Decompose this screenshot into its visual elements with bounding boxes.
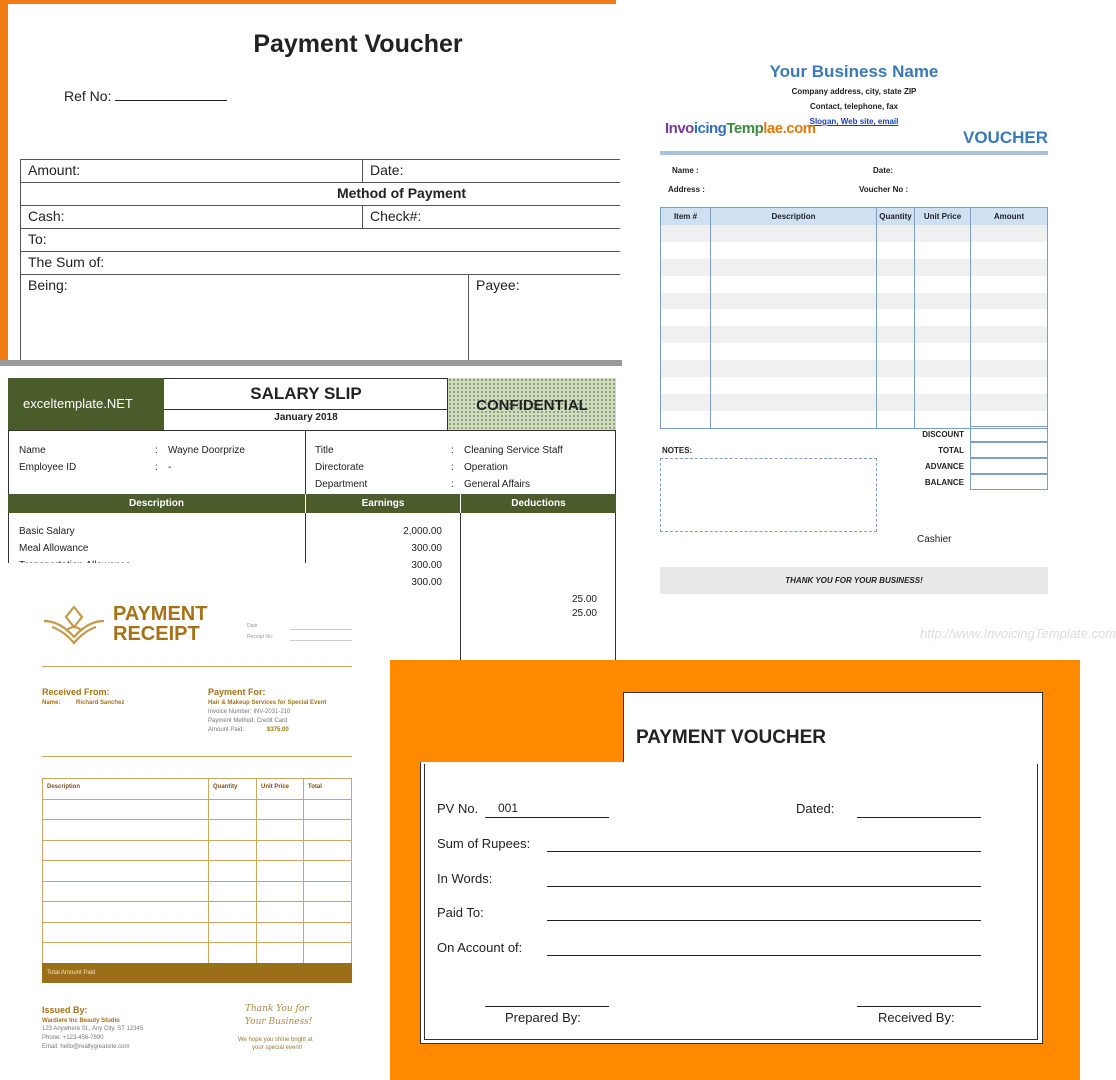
date-label: Date: <box>873 166 894 175</box>
grid-cell[interactable] <box>915 377 971 394</box>
grid-cell[interactable] <box>661 276 711 293</box>
signature-text: Thank You for Your Business! <box>245 1004 313 1027</box>
slip-title: SALARY SLIP <box>164 378 448 410</box>
received-from-label: Received From: <box>42 687 110 697</box>
receipt-title-line1: PAYMENT <box>113 603 208 625</box>
advance-box[interactable] <box>970 458 1048 474</box>
pv-no-label: PV No. <box>437 801 479 816</box>
payment-for-label: Payment For: <box>208 687 266 697</box>
customer-name-value: Richard Sanchez <box>76 700 125 706</box>
issued-by-label: Issued By: <box>42 1005 88 1015</box>
grid-row[interactable] <box>661 293 1047 310</box>
col-total: Total <box>308 784 322 790</box>
item-cell[interactable] <box>304 923 351 943</box>
grid-cell[interactable] <box>915 360 971 377</box>
amount-paid-value: $375.00 <box>267 727 289 733</box>
item-cell[interactable] <box>43 902 209 922</box>
payment-method: Payment Method: Credit Card <box>208 718 288 724</box>
item-cell[interactable] <box>304 902 351 922</box>
item-cell[interactable] <box>257 861 304 881</box>
receipt-title <box>113 604 207 644</box>
grid-cell[interactable] <box>971 259 1047 276</box>
earn-divider <box>460 513 461 684</box>
grid-cell[interactable] <box>661 411 711 428</box>
payment-voucher-rupees <box>390 660 1080 1080</box>
receipt-items-table <box>42 778 352 965</box>
prepared-by-line[interactable] <box>485 1006 609 1007</box>
items-body <box>43 800 351 964</box>
item-row[interactable] <box>43 902 351 923</box>
notes-label: NOTES: <box>662 446 693 455</box>
ref-no-label: Ref No: <box>64 88 112 104</box>
deduction-2: 25.00 <box>571 608 597 619</box>
grid-cell[interactable] <box>915 242 971 259</box>
item-cell[interactable] <box>257 882 304 902</box>
employee-id-value: - <box>168 462 172 473</box>
ref-no-field <box>64 88 227 104</box>
slogan-link[interactable]: Slogan, Web site, email <box>809 117 899 126</box>
name-colon: : <box>155 445 158 456</box>
grid-cell[interactable] <box>971 242 1047 259</box>
pv-no-line <box>485 817 609 818</box>
to-cell[interactable]: To: <box>21 229 640 252</box>
directorate-value: Operation <box>464 462 508 473</box>
grid-row[interactable] <box>661 394 1047 411</box>
date-line[interactable] <box>290 629 352 630</box>
grid-row[interactable] <box>661 276 1047 293</box>
discount-label: DISCOUNT <box>922 430 964 439</box>
col-unit-price: Unit Price <box>915 208 971 225</box>
grid-cell[interactable] <box>711 242 877 259</box>
department-colon: : <box>451 479 454 490</box>
grid-cell[interactable] <box>971 343 1047 360</box>
name-value: Wayne Doorprize <box>168 445 245 456</box>
grid-cell[interactable] <box>661 394 711 411</box>
name-label: Name : <box>672 166 699 175</box>
invoice-number: Invoice Number: INV-2031-210 <box>208 709 291 715</box>
item-cell[interactable] <box>257 820 304 840</box>
in-words-line[interactable] <box>547 886 981 887</box>
earning-meal-allowance: 300.00 <box>411 543 442 554</box>
grid-cell[interactable] <box>877 360 915 377</box>
rule-top <box>42 666 352 667</box>
service-description: Hair & Makeup Services for Special Event <box>208 700 327 706</box>
voucher-no-label: Voucher No : <box>859 185 909 194</box>
grid-cell[interactable] <box>877 377 915 394</box>
item-row[interactable] <box>43 800 351 821</box>
grid-body <box>661 225 1047 428</box>
item-cell[interactable] <box>209 820 257 840</box>
grid-cell[interactable] <box>971 276 1047 293</box>
grid-cell[interactable] <box>711 377 877 394</box>
slip-month: January 2018 <box>274 412 338 423</box>
item-row[interactable] <box>43 820 351 841</box>
grid-header <box>661 208 1047 225</box>
grid-cell[interactable] <box>661 293 711 310</box>
amount-cell[interactable]: Amount: <box>21 160 363 183</box>
items-grid <box>660 207 1048 429</box>
grid-cell[interactable] <box>711 394 877 411</box>
col-unit-price: Unit Price <box>257 779 304 799</box>
item-cell[interactable] <box>257 902 304 922</box>
item-cell[interactable] <box>43 923 209 943</box>
earnings-header: Earnings <box>306 494 460 513</box>
paid-to-label: Paid To: <box>437 905 484 920</box>
dated-line[interactable] <box>857 817 981 818</box>
invoicing-logo: InvoicingTemplae.com <box>665 120 816 137</box>
grid-cell[interactable] <box>711 360 877 377</box>
item-cell[interactable] <box>209 882 257 902</box>
sum-of-rupees-label: Sum of Rupees: <box>437 836 531 851</box>
total-amount-bar: Total Amount Paid <box>42 963 352 983</box>
deduction-1: 25.00 <box>571 594 597 605</box>
department-value: General Affairs <box>464 479 530 490</box>
advance-label: ADVANCE <box>925 462 964 471</box>
being-cell[interactable]: Being: <box>21 275 469 365</box>
cash-cell[interactable]: Cash: <box>21 206 363 229</box>
col-quantity: Quantity <box>209 779 257 799</box>
item-cell[interactable] <box>209 902 257 922</box>
sum-cell[interactable]: The Sum of: <box>21 252 640 275</box>
item-cell[interactable] <box>209 841 257 861</box>
issuer-phone: Phone: +123-456-7890 <box>42 1035 104 1041</box>
grid-cell[interactable] <box>711 326 877 343</box>
earning-basic-salary: 2,000.00 <box>403 526 442 537</box>
notes-box[interactable] <box>660 458 877 532</box>
grid-cell[interactable] <box>661 242 711 259</box>
check-cell[interactable]: Check#: <box>363 206 640 229</box>
employee-id-colon: : <box>155 462 158 473</box>
item-cell[interactable] <box>257 943 304 963</box>
grid-cell[interactable] <box>877 326 915 343</box>
grid-cell[interactable] <box>971 394 1047 411</box>
grid-cell[interactable] <box>661 259 711 276</box>
grid-cell[interactable] <box>877 276 915 293</box>
grid-cell[interactable] <box>711 293 877 310</box>
grid-cell[interactable] <box>915 309 971 326</box>
directorate-colon: : <box>451 462 454 473</box>
items-header <box>43 779 351 800</box>
grid-cell[interactable] <box>877 242 915 259</box>
on-account-of-line[interactable] <box>547 955 981 956</box>
receipt-no-label: Receipt No: <box>247 634 274 640</box>
balance-box[interactable] <box>970 474 1048 490</box>
discount-box[interactable] <box>970 426 1048 442</box>
company-address: Company address, city, state ZIP <box>791 87 917 96</box>
name-label: Name <box>19 445 46 456</box>
business-name: Your Business Name <box>769 62 939 81</box>
grid-cell[interactable] <box>971 309 1047 326</box>
header-rule <box>660 151 1048 155</box>
customer-name-label: Name: <box>42 700 61 706</box>
item-row[interactable] <box>43 923 351 944</box>
header-divider <box>8 430 616 431</box>
earning-transport-allowance: 300.00 <box>411 560 442 571</box>
amount-paid-label: Amount Paid: <box>208 727 245 733</box>
issuer-address: 123 Anywhere St., Any City, ST 12345 <box>42 1026 144 1032</box>
address-label: Address : <box>668 185 705 194</box>
grid-cell[interactable] <box>915 343 971 360</box>
item-cell[interactable] <box>257 800 304 820</box>
item-cell[interactable] <box>43 861 209 881</box>
col-description: Description <box>43 779 209 799</box>
item-cell[interactable] <box>304 800 351 820</box>
item-meal-allowance: Meal Allowance <box>19 543 89 554</box>
item-cell[interactable] <box>209 923 257 943</box>
ref-no-line[interactable] <box>115 89 227 101</box>
grid-cell[interactable] <box>915 293 971 310</box>
department-label: Department <box>315 479 368 490</box>
grid-cell[interactable] <box>915 326 971 343</box>
grid-row[interactable] <box>661 259 1047 276</box>
receipt-no-line[interactable] <box>290 640 352 641</box>
grid-cell[interactable] <box>877 394 915 411</box>
col-description: Description <box>711 208 877 225</box>
cashier-label: Cashier <box>917 534 952 545</box>
voucher-heading: VOUCHER <box>962 128 1048 147</box>
item-cell[interactable] <box>43 841 209 861</box>
dated-label: Dated: <box>796 801 835 816</box>
payment-receipt <box>0 563 390 1080</box>
voucher-table <box>20 159 640 275</box>
grid-cell[interactable] <box>971 225 1047 242</box>
grid-cell[interactable] <box>877 343 915 360</box>
item-row[interactable] <box>43 943 351 964</box>
item-cell[interactable] <box>43 820 209 840</box>
grid-cell[interactable] <box>971 293 1047 310</box>
grid-cell[interactable] <box>915 276 971 293</box>
grid-cell[interactable] <box>711 276 877 293</box>
col-item: Item # <box>661 208 711 225</box>
item-cell[interactable] <box>304 943 351 963</box>
total-label: TOTAL <box>938 446 964 455</box>
grid-cell[interactable] <box>661 309 711 326</box>
grid-cell[interactable] <box>711 411 877 428</box>
title-colon: : <box>451 445 454 456</box>
grid-row[interactable] <box>661 242 1047 259</box>
thanks-banner: THANK YOU FOR YOUR BUSINESS! <box>660 567 1048 594</box>
method-of-payment-header: Method of Payment <box>21 183 640 206</box>
grid-cell[interactable] <box>711 343 877 360</box>
grid-cell[interactable] <box>877 309 915 326</box>
footer-note-2: your special event! <box>252 1045 303 1051</box>
item-cell[interactable] <box>43 882 209 902</box>
in-words-label: In Words: <box>437 871 493 886</box>
item-cell[interactable] <box>304 882 351 902</box>
received-by-line[interactable] <box>857 1006 981 1007</box>
voucher-title: Payment Voucher <box>253 30 463 58</box>
received-by-label: Received By: <box>878 1010 955 1025</box>
item-cell[interactable] <box>257 841 304 861</box>
being-payee-table <box>20 274 640 365</box>
item-basic-salary: Basic Salary <box>19 526 75 537</box>
voucher-title: PAYMENT VOUCHER <box>636 727 827 748</box>
rule-middle <box>42 756 352 757</box>
item-cell[interactable] <box>304 841 351 861</box>
confidential-stamp: CONFIDENTIAL <box>447 378 616 430</box>
grid-cell[interactable] <box>711 309 877 326</box>
grid-cell[interactable] <box>915 411 971 428</box>
paid-to-line[interactable] <box>547 920 981 921</box>
title-label: Title <box>315 445 334 456</box>
date-cell[interactable]: Date: <box>363 160 640 183</box>
payment-voucher-form <box>0 0 616 360</box>
info-divider <box>305 430 306 494</box>
grid-cell[interactable] <box>661 343 711 360</box>
total-box[interactable] <box>970 442 1048 458</box>
grid-row[interactable] <box>661 377 1047 394</box>
grid-cell[interactable] <box>971 377 1047 394</box>
item-row[interactable] <box>43 861 351 882</box>
item-cell[interactable] <box>43 943 209 963</box>
receipt-title-line2: RECEIPT <box>113 623 200 645</box>
item-row[interactable] <box>43 841 351 862</box>
issuer-name: Wardiere Inc Beauty Studio <box>42 1018 120 1024</box>
date-label: Date <box>247 623 258 629</box>
sum-of-rupees-line[interactable] <box>547 851 981 852</box>
on-account-of-label: On Account of: <box>437 940 523 955</box>
earning-extra: 300.00 <box>411 577 442 588</box>
invoice-voucher <box>620 0 1116 660</box>
grid-cell[interactable] <box>661 326 711 343</box>
grid-row[interactable] <box>661 360 1047 377</box>
item-cell[interactable] <box>209 943 257 963</box>
grid-cell[interactable] <box>971 360 1047 377</box>
lotus-logo-icon <box>42 603 106 647</box>
item-row[interactable] <box>43 882 351 903</box>
issuer-email: Email: hello@reallygreatsite.com <box>42 1044 130 1050</box>
grid-cell[interactable] <box>877 411 915 428</box>
grid-cell[interactable] <box>711 225 877 242</box>
grid-cell[interactable] <box>915 259 971 276</box>
grid-cell[interactable] <box>661 225 711 242</box>
grid-row[interactable] <box>661 343 1047 360</box>
grid-cell[interactable] <box>915 394 971 411</box>
company-contact: Contact, telephone, fax <box>809 102 898 111</box>
item-cell[interactable] <box>257 923 304 943</box>
brand-logo: exceltemplate.NET <box>8 378 164 430</box>
grid-cell[interactable] <box>877 293 915 310</box>
footer-note-1: We hope you shine bright at <box>238 1037 313 1043</box>
grid-cell[interactable] <box>877 259 915 276</box>
col-amount: Amount <box>993 212 1025 221</box>
grid-cell[interactable] <box>915 225 971 242</box>
grid-cell[interactable] <box>661 377 711 394</box>
item-cell[interactable] <box>304 861 351 881</box>
description-header: Description <box>8 494 305 513</box>
watermark-url: http://www.InvoicingTemplate.com <box>920 626 1116 641</box>
grid-cell[interactable] <box>971 326 1047 343</box>
grid-row[interactable] <box>661 309 1047 326</box>
employee-id-label: Employee ID <box>19 462 77 473</box>
item-cell[interactable] <box>304 820 351 840</box>
title-value: Cleaning Service Staff <box>464 445 563 456</box>
balance-label: BALANCE <box>924 478 964 487</box>
item-cell[interactable] <box>209 861 257 881</box>
pv-no-value[interactable]: 001 <box>498 801 519 815</box>
prepared-by-label: Prepared By: <box>505 1010 581 1025</box>
grid-cell[interactable] <box>877 225 915 242</box>
grid-row[interactable] <box>661 225 1047 242</box>
deductions-header: Deductions <box>461 494 616 513</box>
grid-row[interactable] <box>661 326 1047 343</box>
grid-cell[interactable] <box>661 360 711 377</box>
item-cell[interactable] <box>43 800 209 820</box>
item-cell[interactable] <box>209 800 257 820</box>
directorate-label: Directorate <box>315 462 364 473</box>
col-quantity: Quantity <box>877 208 915 225</box>
grid-cell[interactable] <box>711 259 877 276</box>
payee-cell[interactable]: Payee: <box>469 275 640 365</box>
